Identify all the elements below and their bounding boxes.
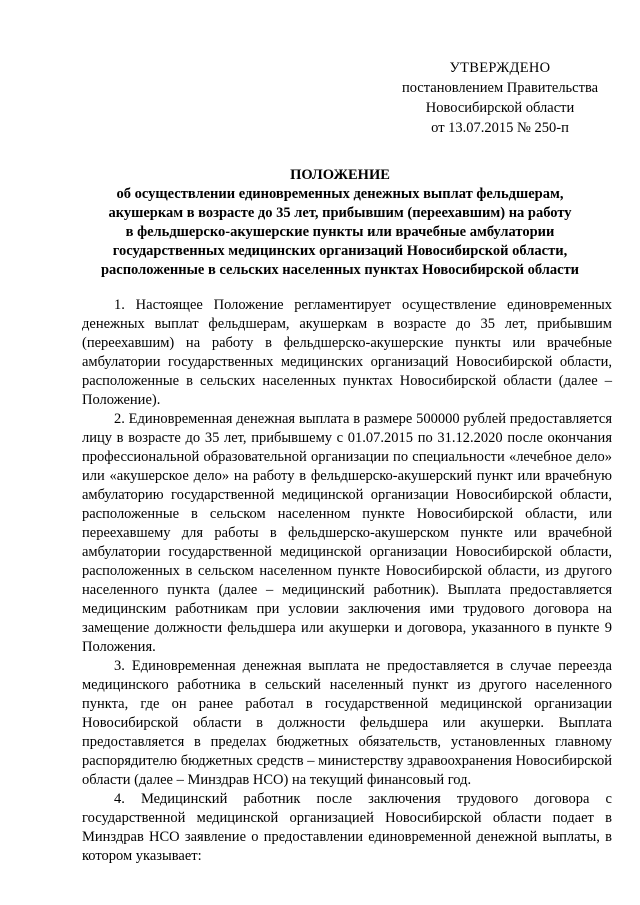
paragraph-1: 1. Настоящее Положение регламентирует осуществление единовременных денежных выплат фельдшерам, акушеркам в возрасте до 35 лет, прибывшим (переехавшим) на работу в фельдшерско-акушерские пункты или врачебные амбулатории государственных медицинских организаций Новосибирской области, расположенные в сельских населенных пунктах Новосибирской области (далее – Положение). bbox=[82, 297, 612, 408]
title-line-5: расположенные в сельских населенных пунктах Новосибирской области bbox=[100, 262, 580, 278]
title-line-3: в фельдшерско-акушерские пункты или врачебные амбулатории bbox=[125, 224, 555, 240]
title-line-4: государственных медицинских организаций Новосибирской области, bbox=[112, 243, 568, 259]
approval-line-1: постановлением Правительства bbox=[401, 80, 599, 96]
title-heading: ПОЛОЖЕНИЕ bbox=[290, 167, 390, 183]
paragraph-4: 4. Медицинский работник после заключения трудового договора с государственной медицинской организацией Новосибирской области подает в Минздрав НСО заявление о предоставлении единовременной денежной выплаты, в котором указывает: bbox=[82, 791, 612, 864]
approval-line-2: Новосибирской области bbox=[425, 100, 575, 116]
paragraph-2: 2. Единовременная денежная выплата в размере 500000 рублей предоставляется лицу в возрасте до 35 лет, прибывшему с 01.07.2015 по 31.12.2020 после окончания профессиональной образовательной организации по специальности «лечебное дело» или «акушерское дело» на работу в фельдшерско-акушерский пункт или врачебную амбулаторию государственной медицинской организации Новосибирской области, расположенные в сельском населенном пункте Новосибирской области, или переехавшему для работы в фельдшерско-акушерском пункте или врачебной амбулатории государственной медицинской организации Новосибирской области, расположенных в сельском населенном пункте Новосибирской области, из другого населенного пункта (далее – медицинский работник). Выплата предоставляется медицинским работникам при условии заключения ими трудового договора на замещение должности фельдшера или акушерки и договора, указанного в пункте 9 Положения. bbox=[82, 411, 612, 655]
document-title bbox=[70, 166, 610, 280]
title-line-2: акушеркам в возрасте до 35 лет, прибывшим (переехавшим) на работу bbox=[108, 205, 572, 221]
approval-block bbox=[380, 58, 620, 138]
document-body bbox=[82, 296, 612, 866]
approval-line-3: от 13.07.2015 № 250-п bbox=[431, 120, 569, 136]
paragraph-3: 3. Единовременная денежная выплата не предоставляется в случае переезда медицинского работника в сельский населенный пункт из другого населенного пункта, где он ранее работал в государственной медицинской организации Новосибирской области в должности фельдшера или акушерки. Выплата предоставляется в пределах бюджетных обязательств, установленных главному распорядителю бюджетных средств – министерству здравоохранения Новосибирской области (далее – Минздрав НСО) на текущий финансовый год. bbox=[82, 658, 612, 788]
title-line-1: об осуществлении единовременных денежных выплат фельдшерам, bbox=[116, 186, 564, 202]
approval-stamp: УТВЕРЖДЕНО bbox=[449, 60, 551, 76]
